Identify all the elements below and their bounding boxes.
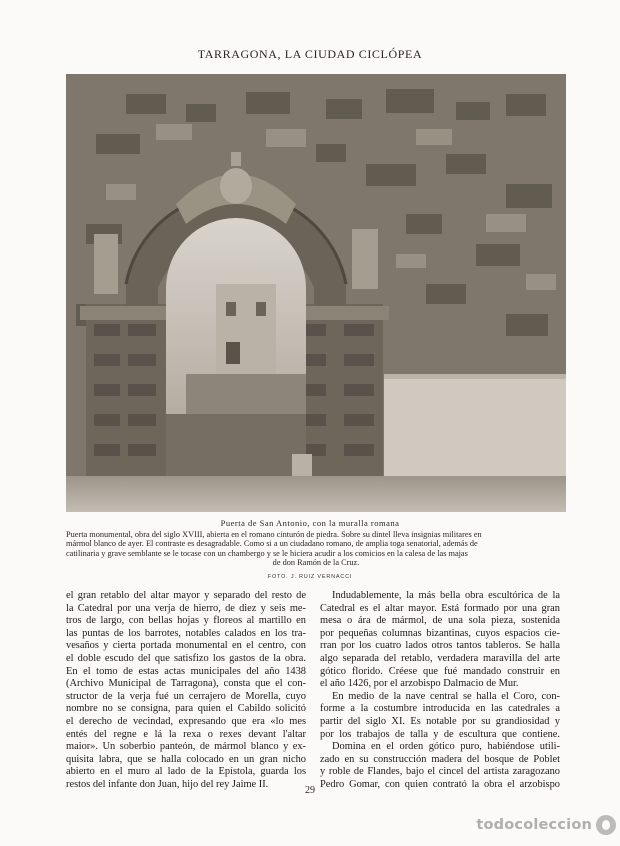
- watermark-text: todocoleccion: [476, 817, 592, 833]
- text-line: abierto en el muro al lado de la Epístola, guarda los: [66, 766, 306, 778]
- figure-title: Puerta de San Antonio, con la muralla romana: [220, 518, 400, 528]
- text-line: restos del infante don Juan, hijo del rey Jaime II.: [66, 778, 269, 790]
- text-line: entés del regne e lá la rexa o rexes devant l'altar: [66, 728, 306, 740]
- text-line: quisita labra, que se halla colocado en un gran nicho: [66, 753, 306, 765]
- todocoleccion-logo-icon: [596, 815, 616, 835]
- text-line: el año 1426, por el arzobispo Dalmacio de Mur.: [320, 678, 519, 690]
- text-line: En el tomo de estas actas municipales del año 1438: [66, 665, 306, 677]
- text-line: por pequeñas columnas bizantinas, cuyos espacios cie-: [320, 627, 560, 639]
- text-line: el gran retablo del altar mayor y separado del resto de: [66, 590, 306, 601]
- figure-photo: [66, 74, 566, 512]
- text-line: Domina en el orden gótico puro, habiéndose utili-: [332, 741, 560, 753]
- text-line: la Catedral por una verja de hierro, de diez y seis me-: [66, 602, 306, 614]
- right-column: [320, 590, 560, 792]
- text-line: tros de largo, con bellas hojas y floreos al martillo en: [66, 615, 306, 627]
- text-line: structor de la verja fué un cerrajero de Morella, cuyo: [66, 690, 306, 702]
- text-line: maior». Un soberbio panteón, de mármol blanco y ex-: [66, 741, 306, 753]
- text-line: En medio de la nave central se halla el Coro, con-: [332, 690, 560, 702]
- figure-caption: [66, 530, 566, 568]
- page-number: 29: [305, 785, 315, 796]
- text-line: por los trabajos de talla y de escultura que contiene.: [320, 728, 560, 740]
- text-line: algo separada del retablo, verdadera maravilla del arte: [320, 652, 560, 664]
- text-line: gótico florido. Créese que fué mandado construir en: [320, 665, 560, 677]
- caption-line: catilinaria y grave semblante se le tocase con un chambergo y se le hiciera acudir a los comicios en la calesa de las majas: [66, 548, 468, 558]
- text-line: forme a la costumbre introducida en las catedrales a: [320, 703, 560, 715]
- photo-credit: FOTO. J. RUIZ VERNACCI: [267, 574, 353, 580]
- text-line: partir del siglo XI. Es notable por su grandiosidad y: [320, 715, 560, 727]
- running-head: TARRAGONA, LA CIUDAD CICLÓPEA: [197, 47, 423, 61]
- text-line: y roble de Flandes, bajo el cincel del artista zaragozano: [320, 766, 560, 778]
- text-line: (Archivo Municipal de Tarragona), consta que el con-: [66, 678, 306, 690]
- caption-line: mármol blanco de ayer. El contraste es desagradable. Como si a un ciudadano romano, de amplia toga senatorial, además de: [66, 539, 478, 549]
- text-line: el doble escudo del que satisfizo los gastos de la obra.: [66, 652, 306, 664]
- text-line: nombre no se consigna, para quien el Cabildo solicitó: [66, 703, 306, 715]
- photo-puerta-san-antonio: [66, 74, 566, 512]
- text-line: Catedral es el altar mayor. Está formado por una gran: [320, 602, 560, 614]
- text-line: zado en su construcción madera del bosque de Poblet: [320, 753, 560, 765]
- text-line: las puntas de los barrotes, notables calados en los tra-: [66, 627, 306, 639]
- text-line: rran por los cuatro lados otros tantos tableros. Se halla: [320, 640, 560, 652]
- text-line: el derecho de vecindad, expresando que era «lo mes: [66, 715, 306, 727]
- text-line: vesaños y cierta portada monumental en el centro, con: [66, 640, 306, 652]
- text-line: mesa o ára de mármol, de una sola pieza, sostenida: [320, 615, 560, 627]
- watermark: [436, 812, 616, 838]
- text-line: Pedro Gomar, con quien contrató la obra el arzobispo: [320, 778, 560, 790]
- text-line: Indudablemente, la más bella obra escultórica de la: [332, 590, 560, 601]
- left-column: [66, 590, 306, 792]
- caption-line: Puerta monumental, obra del siglo XVIII, abierta en el romano cinturón de piedra. Sobre su dintel lleva insignias militares en: [66, 530, 482, 539]
- caption-line: de don Ramón de la Cruz.: [272, 558, 360, 568]
